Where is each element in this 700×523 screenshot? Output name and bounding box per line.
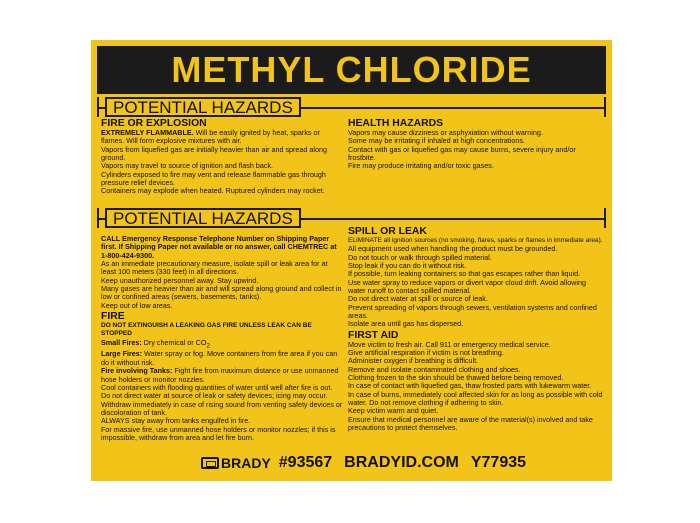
- part-number: #93567: [278, 454, 333, 471]
- spill-line: Prevent spreading of vapors through sewers, ventilation systems and confined areas.: [348, 302, 597, 321]
- brady-logo: [201, 455, 271, 471]
- section1-header: POTENTIAL HAZARDS: [105, 97, 301, 117]
- spill-line: Stop leak if you can do it without risk.: [348, 260, 467, 270]
- title-bar: [97, 46, 606, 94]
- section1-tick-left: [97, 97, 99, 117]
- first-aid-line: In case of burns, immediately cool affected skin for as long as possible with cold water. Do not remove clothing if adhering to skin.: [348, 389, 603, 408]
- hazard-label: [91, 40, 612, 481]
- spill-line: Use water spray to reduce vapors or divert vapor cloud drift. Avoid allowing water runoff to contact spilled material.: [348, 277, 586, 296]
- tank-fires-label: Fire involving Tanks:: [101, 366, 173, 376]
- fire-line: ALWAYS stay away from tanks engulfed in fire.: [101, 416, 251, 426]
- brand-name: BRADY: [221, 455, 271, 471]
- small-fires-label: Small Fires:: [101, 337, 142, 347]
- first-aid-line: Remove and isolate contaminated clothing and shoes.: [348, 364, 521, 374]
- tank-fires-text: Fight fire from maximum distance or use unmanned hose holders or monitor nozzles.: [101, 366, 339, 384]
- health-line: Contact with gas or liquefied gas may cause burns, severe injury and/or frostbite.: [348, 144, 576, 163]
- spill-first-line: ELIMINATE all ignition sources (no smoking, flares, sparks or flames in immediate area).: [348, 237, 603, 244]
- fire-line: Do not direct water at source of leak or safety devices; icing may occur.: [101, 391, 328, 401]
- first-aid-line: Ensure that medical personnel are aware of the material(s) involved and take precautions to protect themselves.: [348, 414, 593, 433]
- public-safety-line: As an immediate precautionary measure, isolate spill or leak area for at least 100 meters (330 feet) in all directions.: [101, 259, 328, 277]
- fire-explosion-line: Containers may explode when heated. Ruptured cylinders may rocket.: [101, 186, 325, 196]
- public-safety-block: [101, 235, 343, 442]
- health-hazards-block: [348, 117, 600, 171]
- brady-mark-icon: [201, 457, 219, 469]
- first-aid-line: Keep victim warm and quiet.: [348, 406, 439, 416]
- product-code: Y77935: [470, 454, 527, 471]
- fire-warning: DO NOT EXTINGUISH A LEAKING GAS FIRE UNLESS LEAK CAN BE STOPPED: [101, 322, 312, 338]
- first-aid-line: Give artificial respiration if victim is not breathing.: [348, 348, 504, 358]
- public-safety-line: Keep out of low areas.: [101, 300, 173, 310]
- health-line: Some may be irritating if inhaled at high concentrations.: [348, 136, 525, 146]
- website: BRADYID.COM: [344, 454, 459, 471]
- fire-explosion-lead-bold: EXTREMELY FLAMMABLE.: [101, 128, 194, 137]
- fire-explosion-line: Cylinders exposed to fire may vent and release flammable gas through pressure relief devices.: [101, 169, 326, 188]
- large-fires-label: Large Fires:: [101, 349, 143, 359]
- small-fires-subscript: 2: [206, 343, 210, 350]
- fire-explosion-lead: Will be easily ignited by heat, sparks or flames. Will form explosive mixtures with air.: [101, 128, 320, 146]
- large-fires-text: Water spray or fog. Move containers from fire area if you can do it without risk.: [101, 349, 338, 367]
- public-safety-line: Many gases are heavier than air and will spread along ground and collect in low or confined areas (sewers, basements, tanks).: [101, 284, 342, 302]
- spill-line: Do not touch or walk through spilled material.: [348, 252, 492, 262]
- spill-leak-heading: SPILL OR LEAK: [348, 226, 427, 237]
- fire-explosion-heading: FIRE OR EXPLOSION: [101, 118, 207, 129]
- spill-line: If possible, turn leaking containers so that gas escapes rather than liquid.: [348, 269, 581, 279]
- first-aid-line: Clothing frozen to the skin should be thawed before being removed.: [348, 373, 564, 383]
- health-hazards-heading: HEALTH HAZARDS: [348, 118, 444, 129]
- spill-line: All equipment used when handling the product must be grounded.: [348, 244, 558, 254]
- first-aid-line: Move victim to fresh air. Call 911 or emergency medical service.: [348, 339, 551, 349]
- public-safety-line: Keep unauthorized personnel away. Stay upwind.: [101, 275, 259, 285]
- first-aid-heading: FIRST AID: [348, 329, 399, 341]
- fire-explosion-block: [101, 117, 341, 196]
- first-aid-line: Administer oxygen if breathing is difficult.: [348, 356, 479, 366]
- spill-line: Isolate area until gas has dispersed.: [348, 319, 464, 329]
- section2-tick-left: [97, 208, 99, 228]
- small-fires-text: Dry chemical or CO: [141, 337, 207, 347]
- section2-header: POTENTIAL HAZARDS: [105, 208, 301, 228]
- spill-line: Do not direct water at spill or source of leak.: [348, 294, 488, 304]
- spill-first-aid-block: [348, 225, 604, 433]
- label-title: METHYL CHLORIDE: [171, 49, 532, 90]
- section1-tick-right: [604, 97, 606, 117]
- label-footer: [201, 453, 538, 473]
- fire-line: For massive fire, use unmanned hose holders or monitor nozzles; if this is impossible, withdraw from area and let fire burn.: [101, 424, 336, 442]
- section2-tick-right: [604, 208, 606, 228]
- fire-line: Withdraw immediately in case of rising sound from venting safety devices or discoloration of tank.: [101, 399, 343, 417]
- fire-heading: FIRE: [101, 311, 125, 323]
- fire-explosion-line: Vapors may travel to source of ignition and flash back.: [101, 161, 274, 171]
- health-line: Vapors may cause dizziness or asphyxiation without warning.: [348, 128, 543, 137]
- fire-explosion-line: Vapors from liquefied gas are initially heavier than air and spread along ground.: [101, 144, 328, 163]
- fire-line: Cool containers with flooding quantities of water until well after fire is out.: [101, 382, 333, 392]
- public-safety-lead: CALL Emergency Response Telephone Number on Shipping Paper first. If Shipping Paper not available or no answer, call CHEMTREC at 1-800-424-9300.: [101, 234, 337, 260]
- first-aid-line: In case of contact with liquefied gas, thaw frosted parts with lukewarm water.: [348, 381, 592, 391]
- health-line: Fire may produce irritating and/or toxic gases.: [348, 161, 494, 171]
